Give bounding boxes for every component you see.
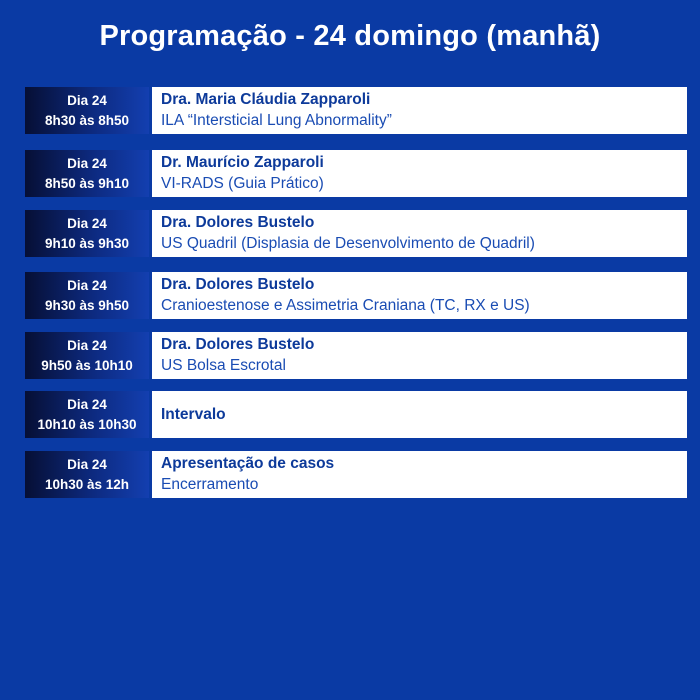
session-topic: US Quadril (Displasia de Desenvolvimento de Quadril) — [161, 235, 535, 252]
day-label: Dia 24 — [67, 396, 107, 412]
schedule-row — [25, 210, 687, 257]
session-info — [152, 332, 687, 379]
session-topic: Encerramento — [161, 476, 259, 493]
session-topic: US Bolsa Escrotal — [161, 357, 286, 374]
session-info — [152, 391, 687, 438]
schedule-row — [25, 391, 687, 438]
speaker-name: Dra. Dolores Bustelo — [161, 214, 315, 231]
day-label: Dia 24 — [67, 337, 107, 353]
time-slot — [25, 272, 149, 319]
day-label: Dia 24 — [67, 92, 107, 108]
speaker-name: Dra. Dolores Bustelo — [161, 276, 315, 293]
session-topic: VI-RADS (Guia Prático) — [161, 175, 324, 192]
speaker-name: Dr. Maurício Zapparoli — [161, 154, 324, 171]
day-label: Dia 24 — [67, 215, 107, 231]
time-label: 9h30 às 9h50 — [44, 297, 130, 313]
time-slot — [25, 150, 149, 197]
time-label: 9h10 às 9h30 — [44, 235, 130, 251]
time-label: 9h50 às 10h10 — [41, 357, 133, 373]
schedule-row — [25, 150, 687, 197]
time-slot — [25, 87, 149, 134]
time-label: 10h10 às 10h30 — [37, 416, 137, 432]
day-label: Dia 24 — [67, 277, 107, 293]
session-info — [152, 272, 687, 319]
schedule-row — [25, 272, 687, 319]
page-title: Programação - 24 domingo (manhã) — [99, 20, 601, 52]
break-label: Intervalo — [161, 405, 226, 423]
time-slot — [25, 391, 149, 438]
schedule-row — [25, 87, 687, 134]
speaker-name: Dra. Maria Cláudia Zapparoli — [161, 91, 371, 108]
session-info — [152, 150, 687, 197]
time-slot — [25, 210, 149, 257]
speaker-name: Dra. Dolores Bustelo — [161, 336, 315, 353]
time-label: 8h30 às 8h50 — [44, 112, 130, 128]
session-info — [152, 451, 687, 498]
day-label: Dia 24 — [67, 456, 107, 472]
time-label: 8h50 às 9h10 — [44, 175, 130, 191]
session-info — [152, 87, 687, 134]
session-topic: Cranioestenose e Assimetria Craniana (TC, RX e US) — [161, 297, 530, 314]
day-label: Dia 24 — [67, 155, 107, 171]
time-slot — [25, 332, 149, 379]
speaker-name: Apresentação de casos — [161, 455, 335, 472]
time-label: 10h30 às 12h — [44, 476, 130, 492]
session-info — [152, 210, 687, 257]
schedule-row — [25, 332, 687, 379]
schedule-row — [25, 451, 687, 498]
time-slot — [25, 451, 149, 498]
session-topic: ILA “Intersticial Lung Abnormality” — [161, 112, 392, 129]
